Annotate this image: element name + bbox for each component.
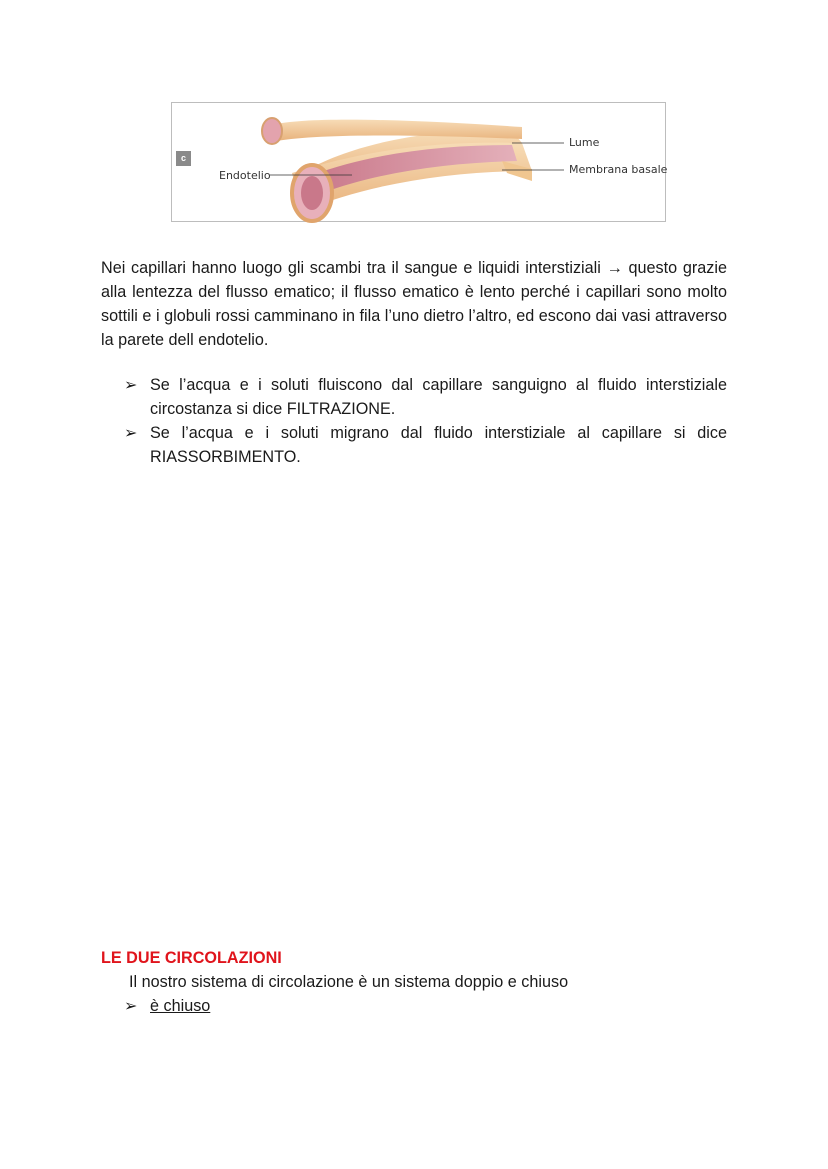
bullet-text: Se l’acqua e i soluti migrano dal fluido interstiziale al capillare si dice RIASSORBIMENTO. [150,424,727,466]
label-endotelio: Endotelio [219,169,271,182]
label-lume: Lume [569,136,600,149]
bullet-item-riassorbimento [124,421,727,469]
capillary-figure [171,102,666,222]
capillary-paragraph: Nei capillari hanno luogo gli scambi tra il sangue e liquidi interstiziali → questo grazie alla lentezza del flusso ematico; il flusso ematico è lento perché i capillari sono molto sottili e i globuli rossi camminano in fila l’uno dietro l’altro, ed escono dai vasi attraverso la parete dell endotelio. [101,259,727,349]
bullet-list [124,373,727,469]
bullet-text: Se l’acqua e i soluti fluiscono dal capillare sanguigno al fluido interstiziale circostanza si dice FILTRAZIONE. [150,376,727,418]
vessel-opening-top [262,118,282,144]
figure-tag: c [176,151,191,166]
arrow-bullet-icon: ➢ [124,424,138,442]
label-membrana-basale: Membrana basale [569,163,668,176]
sub-bullet-item [124,994,210,1018]
bullet-item-filtrazione [124,373,727,421]
lumen [301,176,323,210]
arrow-bullet-icon: ➢ [124,997,138,1015]
arrow-bullet-icon: ➢ [124,376,138,394]
sub-bullet-text: è chiuso [150,997,211,1015]
section-intro: Il nostro sistema di circolazione è un sistema doppio e chiuso [129,973,569,991]
section-heading: LE DUE CIRCOLAZIONI [101,949,282,967]
